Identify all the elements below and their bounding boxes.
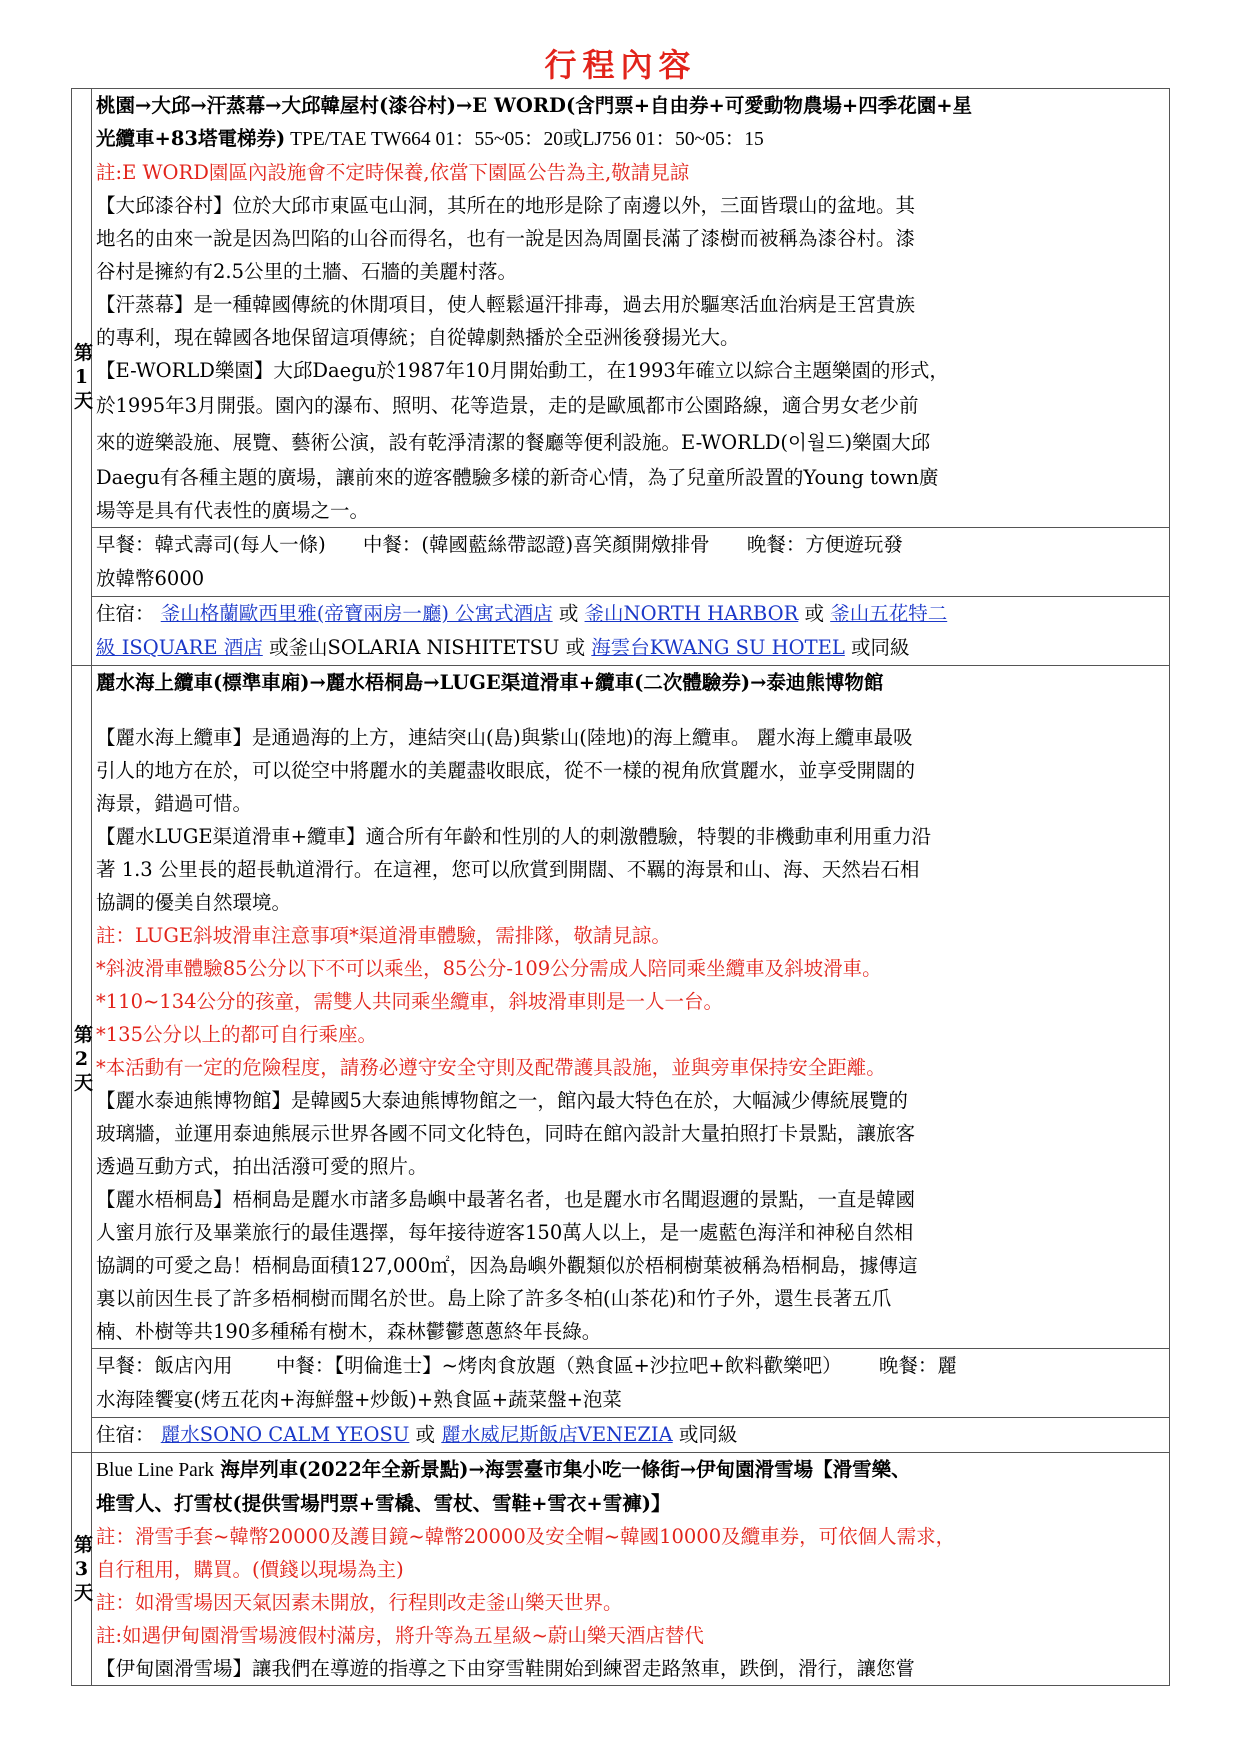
route-text: 光纜車+83塔電梯券) — [96, 127, 286, 150]
hotel-link[interactable]: 麗水威尼斯飯店VENEZIA — [441, 1423, 673, 1446]
note-line: 註:如遇伊甸園滑雪場渡假村滿房，將升等為五星級~蔚山樂天酒店替代 — [96, 1624, 704, 1647]
day-2-meals-row — [72, 1349, 1170, 1418]
hotel-line — [96, 597, 1163, 631]
day-label-text: 第 3 天 — [74, 1534, 94, 1604]
meals-line: 早餐：飯店內用 中餐：【明倫進士】~烤肉食放題（熟食區+沙拉吧+飲料歡樂吧） 晚餐：麗 — [96, 1354, 957, 1377]
hotel-link[interactable]: 麗水SONO CALM YEOSU — [160, 1423, 410, 1446]
desc-line: 玻璃牆，並運用泰迪熊展示世界各國不同文化特色，同時在館內設計大量拍照打卡景點，讓旅客 — [96, 1122, 916, 1145]
day-route: 麗水海上纜車(標準車廂)→麗水梧桐島→LUGE渠道滑車+纜車(二次體驗券)→泰迪熊博物館 — [96, 671, 884, 694]
desc-line: 場等是具有代表性的廣場之一。 — [96, 499, 370, 522]
note-line: 自行租用，購買。(價錢以現場為主) — [96, 1558, 404, 1581]
flight-info: TPE/TAE TW664 01：55~05：20或LJ756 01：50~05：15 — [285, 129, 764, 150]
desc-line: Daegu有各種主題的廣場，讓前來的遊客體驗多樣的新奇心情，為了兒童所設置的Young town廣 — [96, 466, 939, 489]
desc-line: 【E-WORLD樂園】大邱Daegu於1987年10月開始動工，在1993年確立以綜合主題樂園的形式， — [96, 359, 949, 382]
desc-line: 【大邱漆谷村】位於大邱市東區屯山洞，其所在的地形是除了南邊以外，三面皆環山的盆地。其 — [96, 194, 916, 217]
hotel-link[interactable]: 級 ISQUARE 酒店 — [96, 636, 263, 659]
day-3-main-row — [72, 1453, 1170, 1686]
desc-line: 於1995年3月開張。園內的瀑布、照明、花等造景，走的是歐風都市公園路線，適合男女老少前 — [96, 394, 919, 417]
day-route-line-2: 堆雪人、打雪杖(提供雪場門票+雪橇、雪杖、雪鞋+雪衣+雪褲)】 — [96, 1492, 671, 1515]
itinerary-table — [71, 88, 1170, 1686]
desc-line: 的專利，現在韓國各地保留這項傳統；自從韓劇熱播於全亞洲後發揚光大。 — [96, 326, 740, 349]
day-1-main-row — [72, 89, 1170, 528]
day-1-meals — [92, 528, 1170, 597]
hotel-label: 住宿： — [96, 602, 155, 625]
day-route — [96, 1453, 1163, 1487]
desc-line: 谷村是擁約有2.5公里的土牆、石牆的美麗村落。 — [96, 260, 518, 283]
hotel-link[interactable]: 釜山五花特二 — [830, 602, 948, 625]
day-description — [96, 1084, 1163, 1348]
desc-line: 【麗水海上纜車】是通過海的上方，連結突山(島)與紫山(陸地)的海上纜車。 麗水海上纜車最吸 — [96, 726, 913, 749]
hotel-line — [96, 1418, 1163, 1452]
meals-line: 放韓幣6000 — [96, 567, 205, 590]
hotel-sep: 或釜山SOLARIA NISHITETSU 或 — [262, 636, 592, 659]
day-2-hotel — [92, 1418, 1170, 1453]
desc-line: 【麗水梧桐島】梧桐島是麗水市諸多島嶼中最著名者，也是麗水市名聞遐邇的景點，一直是韓國 — [96, 1188, 916, 1211]
desc-line: 引人的地方在於，可以從空中將麗水的美麗盡收眼底，從不一樣的視角欣賞麗水，並享受開闊的 — [96, 759, 916, 782]
day-3-content — [92, 1453, 1170, 1686]
day-1-hotel — [92, 597, 1170, 666]
day-2-hotel-row — [72, 1418, 1170, 1453]
hotel-link[interactable]: 海雲台KWANG SU HOTEL — [591, 636, 845, 659]
meals-line: 水海陸饗宴(烤五花肉+海鮮盤+炒飯)+熟食區+蔬菜盤+泡菜 — [96, 1388, 622, 1411]
desc-line: 地名的由來一說是因為凹陷的山谷而得名，也有一說是因為周圍長滿了漆樹而被稱為漆谷村。漆 — [96, 227, 916, 250]
day-route-line-2 — [96, 122, 1163, 156]
desc-line: 著 1.3 公里長的超長軌道滑行。在這裡，您可以欣賞到開闊、不羈的海景和山、海、天然岩石相 — [96, 858, 920, 881]
day-notes — [96, 919, 1163, 1084]
desc-line: 【伊甸園滑雪場】讓我們在導遊的指導之下由穿雪鞋開始到練習走路煞車，跌倒，滑行，讓您嘗 — [96, 1657, 916, 1680]
hotel-sep: 或 — [409, 1423, 442, 1446]
desc-line: 海景，錯過可惜。 — [96, 792, 253, 815]
note-line: 註：如滑雪場因天氣因素未開放，行程則改走釜山樂天世界。 — [96, 1591, 623, 1614]
route-text: 海岸列車(2022年全新景點)→海雲臺市集小吃一條街→伊甸園滑雪場【滑雪樂、 — [220, 1458, 911, 1481]
day-description — [96, 721, 1163, 919]
day-label-text: 第 1 天 — [74, 342, 94, 412]
hotel-sep: 或同級 — [672, 1423, 738, 1446]
day-description — [96, 189, 1163, 527]
desc-line: 人蜜月旅行及畢業旅行的最佳選擇，每年接待遊客150萬人以上，是一處藍色海洋和神秘自然相 — [96, 1221, 914, 1244]
meals-line: 早餐：韓式壽司(每人一條) 中餐：(韓國藍絲帶認證)喜笑顏開燉排骨 晚餐：方便遊玩發 — [96, 533, 903, 556]
hotel-link[interactable]: 釜山格蘭歐西里雅(帝寶兩房一廳) 公寓式酒店 — [160, 602, 553, 625]
desc-line: 【麗水LUGE渠道滑車+纜車】適合所有年齡和性別的人的刺激體驗，特製的非機動車利用重力沿 — [96, 825, 931, 848]
day-2-main-row — [72, 666, 1170, 1349]
day-1-content — [92, 89, 1170, 528]
day-route: 桃園→大邱→汗蒸幕→大邱韓屋村(漆谷村)→E WORD(含門票+自由券+可愛動物農場+四季花園+星 — [96, 94, 973, 117]
hotel-sep: 或 — [798, 602, 831, 625]
route-text: Blue Line Park — [96, 1460, 215, 1481]
desc-line: 楠、朴樹等共190多種稀有樹木，森林鬱鬱蔥蔥終年長綠。 — [96, 1320, 602, 1343]
note-line: *135公分以上的都可自行乘座。 — [96, 1023, 377, 1046]
day-note: 註:E WORD園區內設施會不定時保養,依當下園區公告為主,敬請見諒 — [96, 161, 690, 184]
day-2-content — [92, 666, 1170, 1349]
spacer — [96, 699, 1163, 721]
desc-line: 【汗蒸幕】是一種韓國傳統的休閒項目，使人輕鬆逼汗排毒，過去用於驅寒活血治病是王宮貴族 — [96, 293, 916, 316]
desc-line: 協調的可愛之島！梧桐島面積127,000㎡，因為島嶼外觀類似於梧桐樹葉被稱為梧桐島，據傳這 — [96, 1254, 918, 1277]
day-2-label — [72, 666, 92, 1453]
day-2-meals — [92, 1349, 1170, 1418]
hotel-link[interactable]: 釜山NORTH HARBOR — [584, 602, 799, 625]
note-line: *110~134公分的孩童，需雙人共同乘坐纜車，斜坡滑車則是一人一台。 — [96, 990, 724, 1013]
day-1-hotel-row — [72, 597, 1170, 666]
note-line: *本活動有一定的危險程度，請務必遵守安全守則及配帶護具設施，並與旁車保持安全距離。 — [96, 1056, 886, 1079]
note-line: 註：LUGE斜坡滑車注意事項*渠道滑車體驗，需排隊，敬請見諒。 — [96, 924, 671, 947]
desc-line: 裏以前因生長了許多梧桐樹而聞名於世。島上除了許多冬柏(山茶花)和竹子外，還生長著五爪 — [96, 1287, 892, 1310]
desc-line: 協調的優美自然環境。 — [96, 891, 292, 914]
day-notes — [96, 1520, 1163, 1652]
desc-line: 來的遊樂設施、展覽、藝術公演，設有乾淨清潔的餐廳等便利設施。E-WORLD(이월드)樂園大邱 — [96, 431, 931, 454]
hotel-label: 住宿： — [96, 1423, 155, 1446]
hotel-sep: 或 — [552, 602, 585, 625]
note-line: 註：滑雪手套~韓幣20000及護目鏡~韓幣20000及安全帽~韓國10000及纜車券，可依個人需求， — [96, 1525, 956, 1548]
hotel-line — [96, 631, 1163, 665]
hotel-sep: 或同級 — [844, 636, 910, 659]
desc-line: 透過互動方式，拍出活潑可愛的照片。 — [96, 1155, 428, 1178]
desc-line: 【麗水泰迪熊博物館】是韓國5大泰迪熊博物館之一，館內最大特色在於，大幅減少傳統展覽的 — [96, 1089, 908, 1112]
day-1-meals-row — [72, 528, 1170, 597]
day-label-text: 第 2 天 — [74, 1024, 94, 1094]
note-line: *斜波滑車體驗85公分以下不可以乘坐，85公分-109公分需成人陪同乘坐纜車及斜坡滑車。 — [96, 957, 882, 980]
day-3-label — [72, 1453, 92, 1686]
day-1-label — [72, 89, 92, 666]
page-title: 行程內容 — [544, 46, 697, 84]
